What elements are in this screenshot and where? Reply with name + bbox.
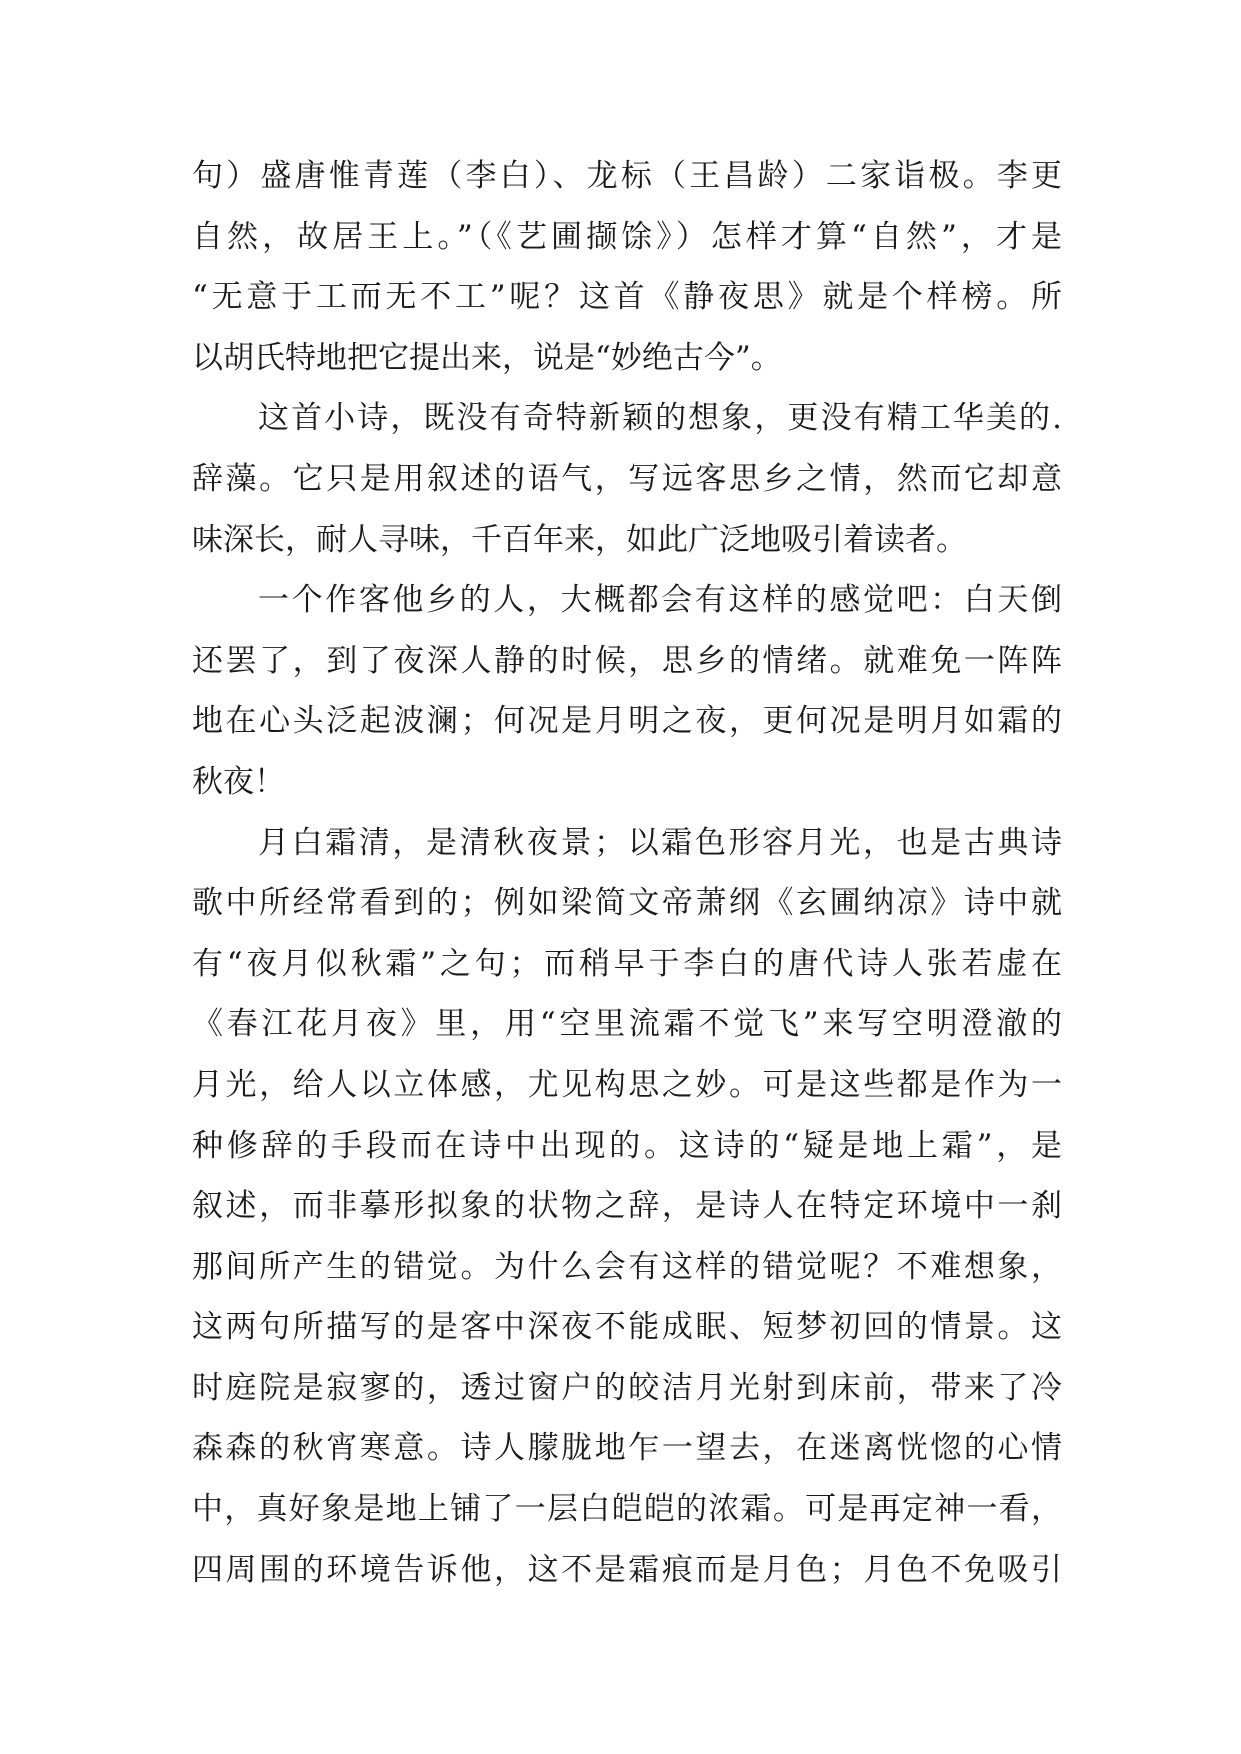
text-line: 味深长，耐人寻味，千百年来，如此广泛地吸引着读者。 xyxy=(192,521,967,558)
text-line: “无意于工而无不工”呢？这首《静夜思》就是个样榜。所 xyxy=(192,279,1062,316)
text-line: 还罢了，到了夜深人静的时候，思乡的情绪。就难免一阵阵 xyxy=(192,642,1062,679)
text-line: 自然，故居王上。”（《艺圃撷馀》）怎样才算“自然”，才是 xyxy=(192,218,1062,255)
text-line: 歌中所经常看到的；例如梁简文帝萧纲《玄圃纳凉》诗中就 xyxy=(192,885,1062,922)
text-line: 种修辞的手段而在诗中出现的。这诗的“疑是地上霜”，是 xyxy=(192,1127,1062,1164)
text-line: 句）盛唐惟青莲（李白）、龙标（王昌龄）二家诣极。李更 xyxy=(192,158,1062,194)
text-line: 以胡氏特地把它提出来，说是“妙绝古今”。 xyxy=(192,339,782,376)
text-line: 有“夜月似秋霜”之句；而稍早于李白的唐代诗人张若虚在 xyxy=(192,945,1062,982)
paragraph-start-line: 这首小诗，既没有奇特新颖的想象，更没有精工华美的. xyxy=(258,400,1062,437)
text-line: 叙述，而非摹形拟象的状物之辞，是诗人在特定环境中一刹 xyxy=(192,1188,1062,1225)
body-text xyxy=(192,146,1062,1600)
text-line: 辞藻。它只是用叙述的语气，写远客思乡之情，然而它却意 xyxy=(192,460,1062,497)
text-line: 时庭院是寂寥的，透过窗户的皎洁月光射到床前，带来了冷 xyxy=(192,1369,1062,1406)
text-line: 秋夜！ xyxy=(192,763,285,800)
text-line: 月光，给人以立体感，尤见构思之妙。可是这些都是作为一 xyxy=(192,1066,1062,1103)
text-line: 那间所产生的错觉。为什么会有这样的错觉呢？不难想象， xyxy=(192,1248,1062,1285)
paragraph-start-line: 一个作客他乡的人，大概都会有这样的感觉吧：白天倒 xyxy=(258,582,1062,619)
text-line: 森森的秋宵寒意。诗人朦胧地乍一望去，在迷离恍惚的心情 xyxy=(192,1430,1062,1467)
text-line: 《春江花月夜》里，用“空里流霜不觉飞”来写空明澄澈的 xyxy=(192,1006,1062,1043)
text-line: 这两句所描写的是客中深夜不能成眠、短梦初回的情景。这 xyxy=(192,1309,1062,1346)
text-line: 四周围的环境告诉他，这不是霜痕而是月色；月色不免吸引 xyxy=(192,1551,1062,1588)
paragraph-start-line: 月白霜清，是清秋夜景；以霜色形容月光，也是古典诗 xyxy=(258,824,1062,861)
text-line: 中，真好象是地上铺了一层白皑皑的浓霜。可是再定神一看， xyxy=(192,1491,1062,1528)
text-line: 地在心头泛起波澜；何况是月明之夜，更何况是明月如霜的 xyxy=(192,703,1062,740)
